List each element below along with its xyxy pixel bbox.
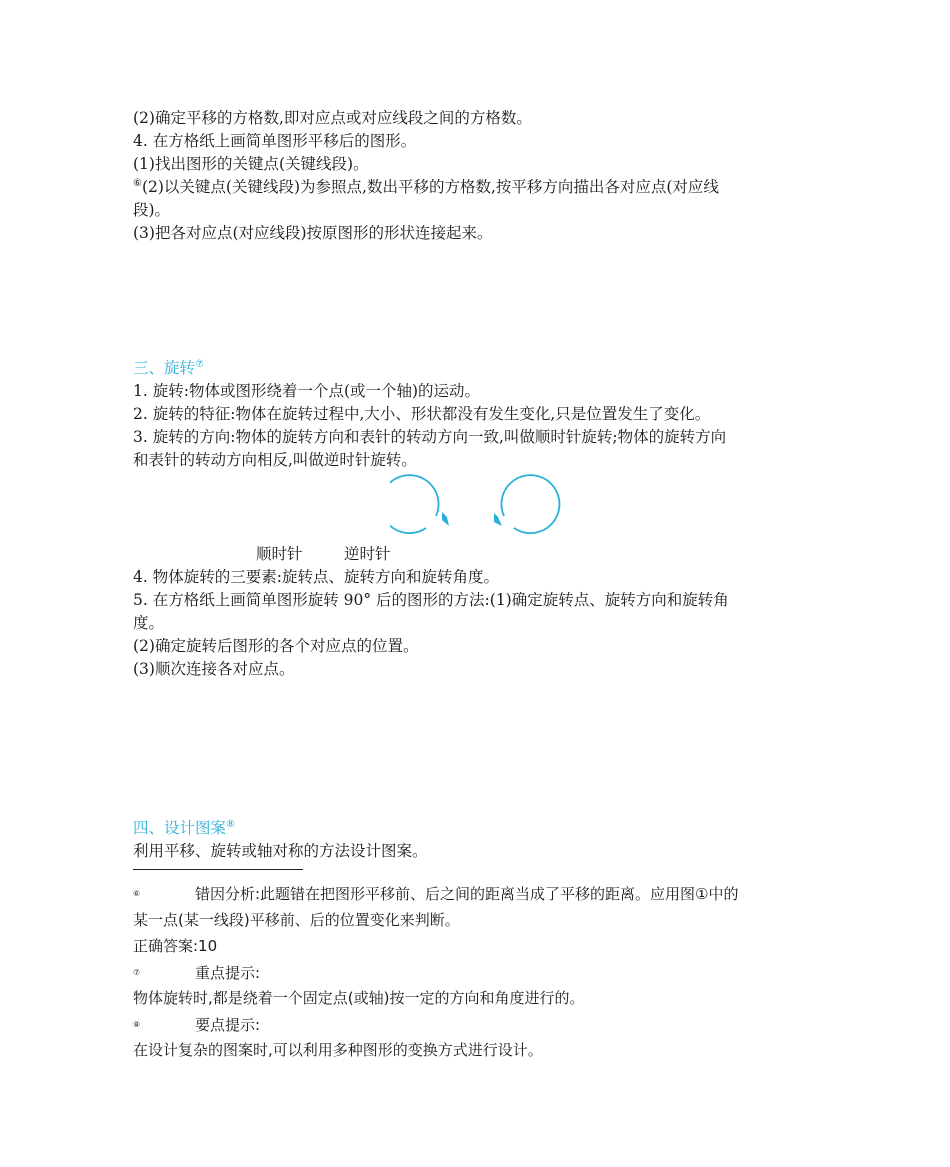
footnote-ref-7: ⑦ xyxy=(195,358,204,370)
translation-step-2: (2)确定平移的方格数,即对应点或对应线段之间的方格数。 xyxy=(133,109,532,127)
footnote-8-marker: ⑧ xyxy=(133,1020,141,1029)
counterclockwise-arrow-icon xyxy=(494,475,559,533)
translation-substep-1: (1)找出图形的关键点(关键线段)。 xyxy=(133,155,369,173)
caption-clockwise: 顺时针 xyxy=(256,545,303,563)
footnote-ref-6: ⑥ xyxy=(133,177,142,189)
design-heading xyxy=(133,817,823,840)
footnote-8 xyxy=(133,1013,823,1037)
translation-item-4: 4. 在方格纸上画简单图形平移后的图形。 xyxy=(133,132,417,150)
footnote-6-marker: ⑥ xyxy=(133,889,141,898)
rotation-substep-2: (2)确定旋转后图形的各个对应点的位置。 xyxy=(133,637,419,655)
rotation-heading-text: 三、旋转 xyxy=(133,359,196,377)
footnote-6 xyxy=(133,882,823,906)
clockwise-arrow-icon xyxy=(390,475,449,533)
footnote-ref-8: ⑧ xyxy=(226,818,235,830)
footnote-divider xyxy=(133,869,303,870)
footnote-7-marker: ⑦ xyxy=(133,968,141,977)
rotation-item-2: 2. 旋转的特征:物体在旋转过程中,大小、形状都没有发生变化,只是位置发生了变化。 xyxy=(133,405,711,423)
footnote-7-title: 重点提示: xyxy=(195,964,261,982)
rotation-item-4: 4. 物体旋转的三要素:旋转点、旋转方向和旋转角度。 xyxy=(133,568,499,586)
rotation-direction-diagram xyxy=(390,470,565,534)
footnote-6-answer: 正确答案:10 xyxy=(133,937,218,955)
footnote-7 xyxy=(133,961,823,985)
rotation-item-3-cont: 和表针的转动方向相反,叫做逆时针旋转。 xyxy=(133,451,417,469)
translation-substep-2-cont: 段)。 xyxy=(133,201,171,219)
footnote-6-line-2: 某一点(某一线段)平移前、后的位置变化来判断。 xyxy=(133,911,460,929)
footnote-8-text: 在设计复杂的图案时,可以利用多种图形的变换方式进行设计。 xyxy=(133,1041,543,1059)
rotation-item-3: 3. 旋转的方向:物体的旋转方向和表针的转动方向一致,叫做顺时针旋转;物体的旋转方向 xyxy=(133,428,727,446)
translation-substep-3: (3)把各对应点(对应线段)按原图形的形状连接起来。 xyxy=(133,224,493,242)
footnote-8-title: 要点提示: xyxy=(195,1016,261,1034)
translation-substep-2 xyxy=(133,176,823,199)
design-heading-text: 四、设计图案 xyxy=(133,819,227,837)
caption-counterclockwise: 逆时针 xyxy=(344,545,391,563)
rotation-item-5-cont: 度。 xyxy=(133,614,165,632)
rotation-substep-3: (3)顺次连接各对应点。 xyxy=(133,660,295,678)
translation-substep-2-text: (2)以关键点(关键线段)为参照点,数出平移的方格数,按平移方向描出各对应点(对应线 xyxy=(141,178,719,196)
design-item-1: 利用平移、旋转或轴对称的方法设计图案。 xyxy=(133,842,428,860)
rotation-item-5: 5. 在方格纸上画简单图形旋转 90° 后的图形的方法:(1)确定旋转点、旋转方向和旋转角 xyxy=(133,591,729,609)
footnote-7-text: 物体旋转时,都是绕着一个固定点(或轴)按一定的方向和角度进行的。 xyxy=(133,989,585,1007)
rotation-item-1: 1. 旋转:物体或图形绕着一个点(或一个轴)的运动。 xyxy=(133,382,481,400)
rotation-heading xyxy=(133,357,823,380)
footnote-6-line-1: 错因分析:此题错在把图形平移前、后之间的距离当成了平移的距离。应用图①中的 xyxy=(195,885,739,903)
